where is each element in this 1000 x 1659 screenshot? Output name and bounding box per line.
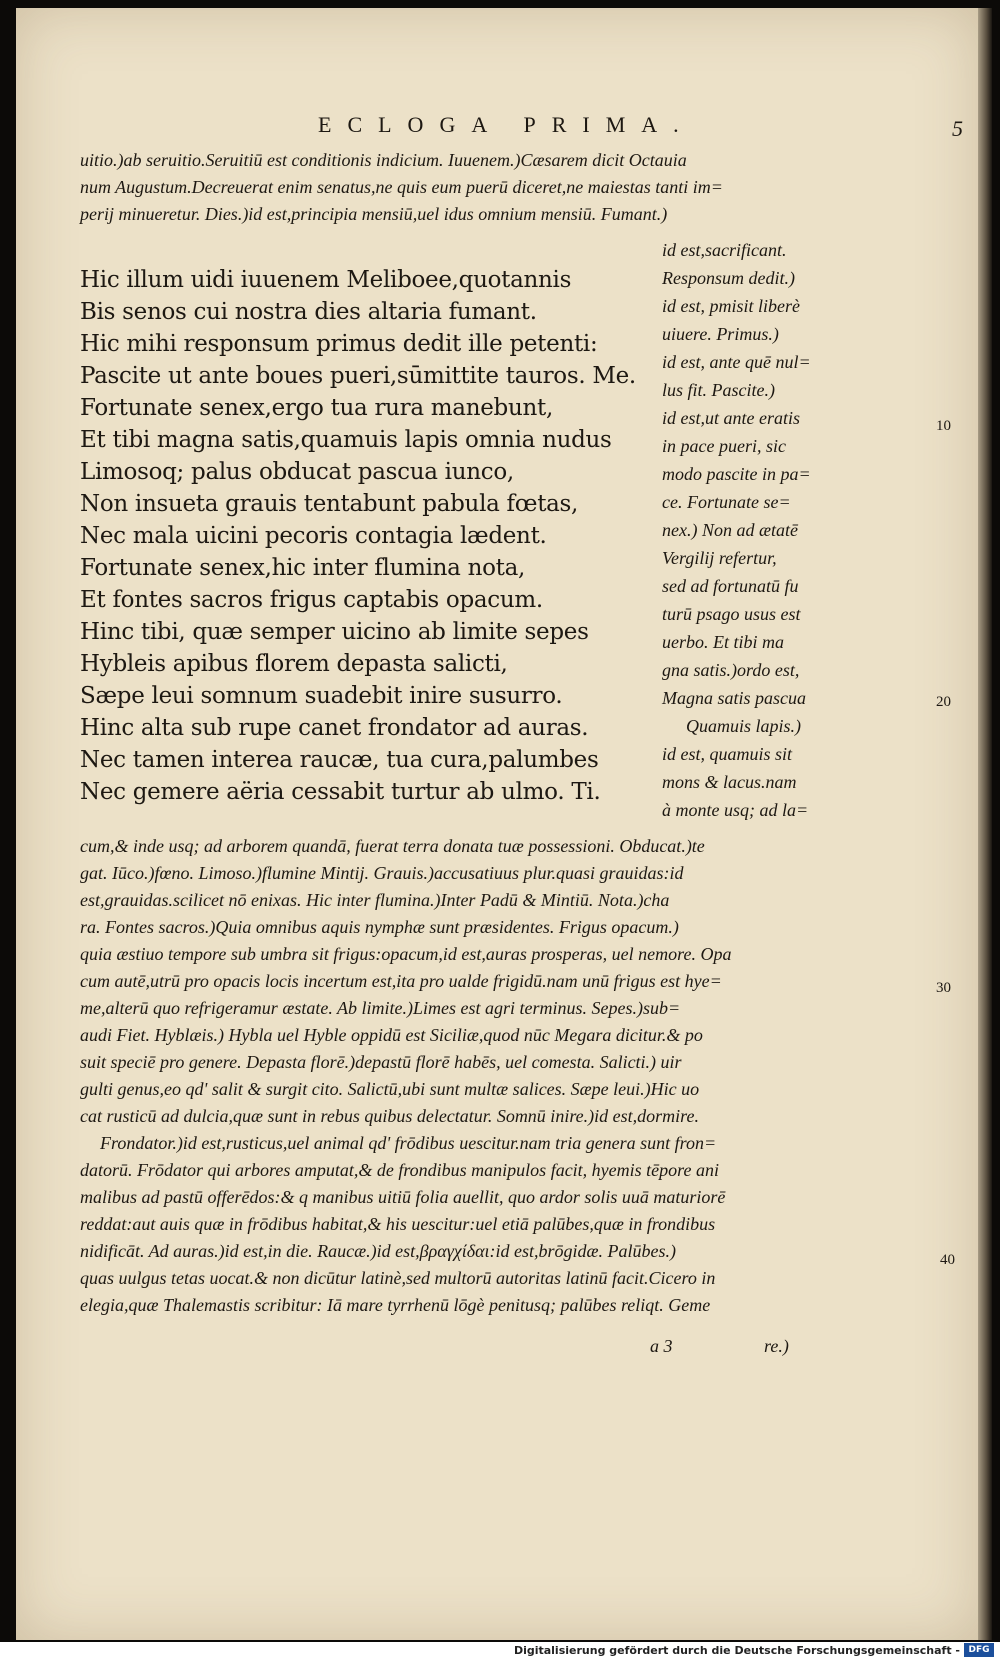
gloss-line: Magna satis pascua xyxy=(662,688,806,708)
commentary-line: elegia,quæ Thalemastis scribitur: Iā mare tyrrhenū lōgè penitusq; palūbes reliqt. Geme xyxy=(80,1295,711,1315)
verse-line: Hic mihi responsum primus dedit ille petenti: xyxy=(80,331,598,357)
gloss-line: id est, quamuis sit xyxy=(662,744,793,764)
commentary-line: cum autē,utrū pro opacis locis incertum est,ita pro ualde frigidū.nam unū frigus est hye= xyxy=(80,971,722,991)
gloss-line: id est,sacrificant. xyxy=(662,240,787,260)
commentary-line: uitio.)ab seruitio.Seruitiū est conditionis indicium. Iuuenem.)Cæsarem dicit Octauia xyxy=(80,150,687,170)
verse-line: Sæpe leui somnum suadebit inire susurro. xyxy=(80,683,563,709)
folio-number: 5 xyxy=(952,116,963,141)
gloss-line: in pace pueri, sic xyxy=(662,436,786,456)
verse-line: Pascite ut ante boues pueri,sūmittite tauros. Me. xyxy=(80,363,636,389)
line-number: 20 xyxy=(936,694,951,710)
commentary-line: nidificāt. Ad auras.)id est,in die. Raucæ.)id est,βραγχίδαι:id est,brōgidæ. Palūbes.) xyxy=(80,1241,677,1261)
verse-line: Nec tamen interea raucæ, tua cura,palumbes xyxy=(80,747,599,773)
verse-line: Hinc alta sub rupe canet frondator ad auras. xyxy=(80,715,589,741)
gloss-line: gna satis.)ordo est, xyxy=(662,660,800,680)
verse-line: Et tibi magna satis,quamuis lapis omnia nudus xyxy=(80,427,612,453)
verse-line: Bis senos cui nostra dies altaria fumant. xyxy=(80,299,537,325)
gloss-line: turū psago usus est xyxy=(662,604,801,624)
running-head: ECLOGA PRIMA. xyxy=(318,112,695,137)
gloss-line: id est, pmisit liberè xyxy=(662,296,800,316)
verse-line: Hybleis apibus florem depasta salicti, xyxy=(80,651,508,677)
verse-line: Nec mala uicini pecoris contagia lædent. xyxy=(80,523,547,549)
commentary-line: perij minueretur. Dies.)id est,principia mensiū,uel idus omnium mensiū. Fumant.) xyxy=(80,204,668,224)
gloss-line: id est,ut ante eratis xyxy=(662,408,800,428)
gloss-line: ce. Fortunate se= xyxy=(662,492,791,512)
catchword: re.) xyxy=(764,1336,789,1356)
verse-line: Hinc tibi, quæ semper uicino ab limite sepes xyxy=(80,619,589,645)
gloss-line: id est, ante quē nul= xyxy=(662,352,811,372)
gloss-line: Vergilij refertur, xyxy=(662,548,777,568)
gloss-line: uerbo. Et tibi ma xyxy=(662,632,784,652)
gloss-line: sed ad fortunatū fu xyxy=(662,576,799,596)
commentary-line: audi Fiet. Hyblæis.) Hybla uel Hyble oppidū est Siciliæ,quod nūc Megara dicitur.& po xyxy=(80,1025,703,1045)
gloss-line: lus fit. Pascite.) xyxy=(662,380,775,400)
verse-line: Limosoq; palus obducat pascua iunco, xyxy=(80,459,514,485)
commentary-line: reddat:aut auis quæ in frōdibus habitat,& his uescitur:uel etiā palūbes,quæ in frondibus xyxy=(80,1214,716,1234)
commentary-line: quas uulgus tetas uocat.& non dicūtur latinè,sed multorū autoritas latinū facit.Cicero in xyxy=(80,1268,716,1288)
line-number: 40 xyxy=(940,1252,955,1268)
commentary-line: gat. Iūco.)fœno. Limoso.)flumine Mintij. Grauis.)accusatiuus plur.quasi grauidas:id xyxy=(80,863,684,883)
commentary-line: est,grauidas.scilicet nō enixas. Hic inter flumina.)Inter Padū & Mintiū. Nota.)cha xyxy=(80,890,670,910)
verse-line: Non insueta grauis tentabunt pabula fœtas, xyxy=(80,491,579,517)
signature-mark: a 3 xyxy=(650,1336,673,1356)
gloss-line: nex.) Non ad ætatē xyxy=(662,520,798,540)
page-edge xyxy=(978,8,992,1640)
dfg-logo: DFG xyxy=(964,1643,994,1657)
book-page xyxy=(16,8,978,1640)
funding-notice: Digitalisierung gefördert durch die Deutsche Forschungsgemeinschaft - xyxy=(513,1644,960,1657)
verse-line: Hic illum uidi iuuenem Meliboee,quotannis xyxy=(80,267,572,293)
commentary-line: quia æstiuo tempore sub umbra sit frigus:opacum,id est,auras prosperas, uel nemore. Opa xyxy=(80,944,732,964)
verse-line: Nec gemere aëria cessabit turtur ab ulmo. Ti. xyxy=(80,779,601,805)
commentary-line: cum,& inde usq; ad arborem quandā, fuerat terra donata tuæ possessioni. Obducat.)te xyxy=(80,836,705,856)
commentary-line: datorū. Frōdator qui arbores amputat,& de frondibus manipulos facit, hyemis tēpore ani xyxy=(80,1160,719,1180)
commentary-line: ra. Fontes sacros.)Quia omnibus aquis nymphæ sunt præsidentes. Frigus opacum.) xyxy=(80,917,679,937)
commentary-line: suit speciē pro genere. Depasta florē.)depastū florē habēs, uel comesta. Salicti.) uir xyxy=(80,1052,682,1072)
commentary-line: gulti genus,eo qd' salit & surgit cito. Salictū,ubi sunt multæ salices. Sæpe leui.)Hic uo xyxy=(80,1079,700,1099)
commentary-line: me,alterū quo refrigeramur æstate. Ab limite.)Limes est agri terminus. Sepes.)sub= xyxy=(80,998,681,1018)
verse-line: Fortunate senex,hic inter flumina nota, xyxy=(80,555,526,581)
commentary-line: num Augustum.Decreuerat enim senatus,ne quis eum puerū diceret,ne maiestas tanti im= xyxy=(80,177,723,197)
verse-line: Fortunate senex,ergo tua rura manebunt, xyxy=(80,395,553,421)
commentary-line: malibus ad pastū offerēdos:& q manibus uitiū folia auellit, quo ardor solis uuā maturiorē xyxy=(80,1187,726,1207)
line-number: 10 xyxy=(936,418,951,434)
commentary-line: cat rusticū ad dulcia,quæ sunt in rebus quibus delectatur. Somnū inire.)id est,dormire. xyxy=(80,1106,699,1126)
gloss-line: à monte usq; ad la= xyxy=(662,800,809,820)
gloss-line: Responsum dedit.) xyxy=(662,268,795,288)
gloss-line: modo pascite in pa= xyxy=(662,464,811,484)
gloss-line: Quamuis lapis.) xyxy=(686,716,802,736)
line-number: 30 xyxy=(936,980,951,996)
verse-line: Et fontes sacros frigus captabis opacum. xyxy=(80,587,543,613)
gloss-line: uiuere. Primus.) xyxy=(662,324,779,344)
commentary-line: Frondator.)id est,rusticus,uel animal qd' frōdibus uescitur.nam tria genera sunt fron= xyxy=(100,1133,717,1153)
gloss-line: mons & lacus.nam xyxy=(662,772,797,792)
